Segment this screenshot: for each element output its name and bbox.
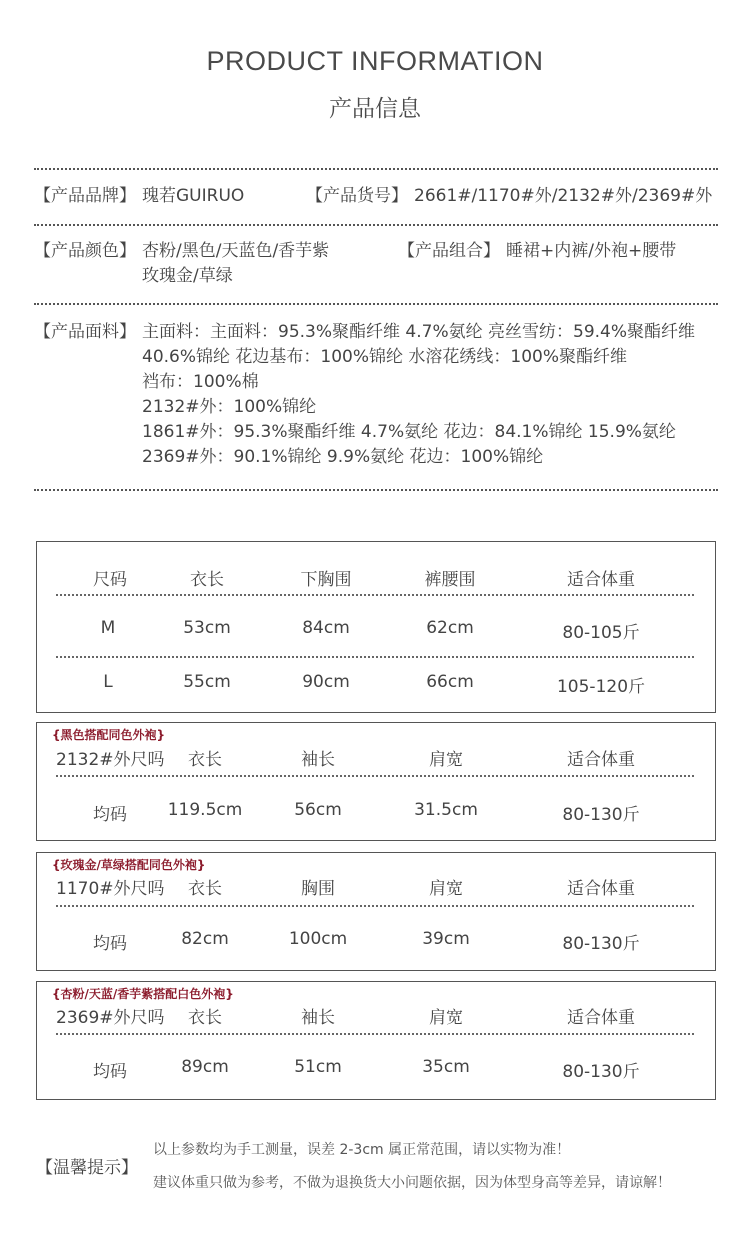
table-header-cell: 衣长 — [188, 879, 222, 899]
table-cell: 35cm — [422, 1057, 470, 1077]
color-value: 杏粉/黑色/天蓝色/香芋紫 — [142, 241, 330, 261]
table-header-cell: 1170#外尺吗 — [56, 879, 165, 899]
table-header-cell: 适合体重 — [567, 879, 635, 899]
table-header-cell: 适合体重 — [567, 570, 635, 590]
brand-value: 瑰若GUIRUO — [142, 186, 245, 206]
table-header-cell: 2369#外尺吗 — [56, 1008, 165, 1028]
table-cell: 均码 — [93, 805, 127, 825]
robe-tag: {黑色搭配同色外袍} — [52, 728, 166, 742]
table-cell: 80-130斤 — [562, 805, 640, 825]
table-header-cell: 适合体重 — [567, 1008, 635, 1028]
table-header-cell: 尺码 — [93, 570, 127, 590]
table-header-cell: 肩宽 — [429, 879, 463, 899]
tip-line: 以上参数均为手工测量，误差 2-3cm 属正常范围，请以实物为准！ — [153, 1142, 571, 1158]
row-divider — [56, 656, 694, 658]
table-header-cell: 衣长 — [188, 750, 222, 770]
table-header-cell: 胸围 — [301, 879, 335, 899]
table-header-cell: 2132#外尺吗 — [56, 750, 165, 770]
fabric-line: 40.6%锦纶 花边基布：100%锦纶 水溶花绣线：100%聚酯纤维 — [142, 347, 628, 367]
color-value-2: 玫瑰金/草绿 — [142, 266, 233, 286]
table-cell: 119.5cm — [167, 800, 243, 820]
tips-label: 【温馨提示】 — [36, 1158, 138, 1178]
fabric-line: 1861#外：95.3%聚酯纤维 4.7%氨纶 花边：84.1%锦纶 15.9%氨纶 — [142, 422, 676, 442]
table-cell: 39cm — [422, 929, 470, 949]
table-cell: 89cm — [181, 1057, 229, 1077]
table-cell: 90cm — [302, 672, 350, 692]
table-cell: 55cm — [183, 672, 231, 692]
title-chinese: 产品信息 — [329, 96, 421, 122]
table-cell: 105-120斤 — [556, 677, 646, 697]
fabric-line: 主面料：主面料：95.3%聚酯纤维 4.7%氨纶 亮丝雪纺：59.4%聚酯纤维 — [142, 322, 696, 342]
table-cell: 31.5cm — [414, 800, 478, 820]
fabric-line: 2132#外：100%锦纶 — [142, 397, 317, 417]
robe-tag: {杏粉/天蓝/香芋紫搭配白色外袍} — [52, 987, 234, 1001]
title-english: PRODUCT INFORMATION — [206, 46, 544, 76]
table-cell: 82cm — [181, 929, 229, 949]
combo-value: 睡裙+内裤/外袍+腰带 — [506, 241, 677, 261]
table-cell: 53cm — [183, 618, 231, 638]
brand-label: 【产品品牌】 — [34, 186, 136, 206]
row-divider — [56, 775, 694, 777]
divider — [34, 224, 718, 226]
table-header-cell: 肩宽 — [429, 1008, 463, 1028]
divider — [34, 168, 718, 170]
table-header-cell: 衣长 — [188, 1008, 222, 1028]
combo-label: 【产品组合】 — [398, 241, 500, 261]
table-cell: 均码 — [93, 1062, 127, 1082]
row-divider — [56, 1033, 694, 1035]
table-cell: M — [100, 618, 116, 638]
row-divider — [56, 594, 694, 596]
table-header-cell: 下胸围 — [300, 570, 352, 590]
table-cell: 84cm — [302, 618, 350, 638]
table-cell: 66cm — [426, 672, 474, 692]
fabric-line: 裆布：100%棉 — [142, 372, 259, 392]
tip-line: 建议体重只做为参考，不做为退换货大小问题依据，因为体型身高等差异，请谅解！ — [153, 1175, 671, 1191]
table-header-cell: 袖长 — [301, 750, 335, 770]
table-cell: 80-105斤 — [562, 623, 640, 643]
table-cell: 56cm — [294, 800, 342, 820]
color-label: 【产品颜色】 — [34, 241, 136, 261]
table-cell: 80-130斤 — [562, 1062, 640, 1082]
row-divider — [56, 905, 694, 907]
table-header-cell: 衣长 — [190, 570, 224, 590]
table-cell: 62cm — [426, 618, 474, 638]
sku-label: 【产品货号】 — [306, 186, 408, 206]
fabric-line: 2369#外：90.1%锦纶 9.9%氨纶 花边：100%锦纶 — [142, 447, 544, 467]
table-cell: 均码 — [93, 934, 127, 954]
table-header-cell: 适合体重 — [567, 750, 635, 770]
fabric-label: 【产品面料】 — [34, 322, 136, 342]
table-header-cell: 袖长 — [301, 1008, 335, 1028]
table-cell: L — [103, 672, 113, 692]
table-header-cell: 裤腰围 — [424, 570, 476, 590]
divider — [34, 489, 718, 491]
table-cell: 100cm — [288, 929, 348, 949]
table-header-cell: 肩宽 — [429, 750, 463, 770]
robe-tag: {玫瑰金/草绿搭配同色外袍} — [52, 858, 206, 872]
sku-value: 2661#/1170#外/2132#外/2369#外 — [414, 186, 713, 206]
table-cell: 80-130斤 — [562, 934, 640, 954]
table-cell: 51cm — [294, 1057, 342, 1077]
divider — [34, 303, 718, 305]
